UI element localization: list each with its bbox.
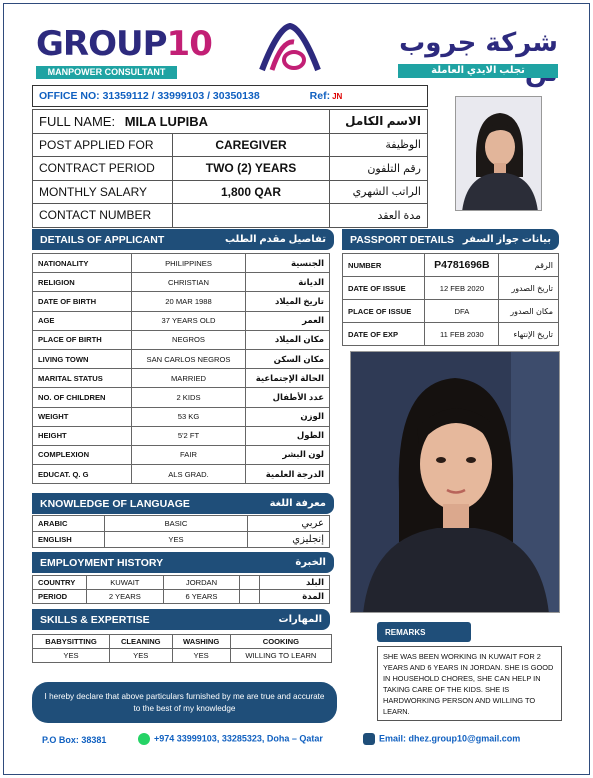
detail-label: EDUCAT. Q. G xyxy=(33,465,132,484)
details-row xyxy=(33,388,330,407)
details-row xyxy=(33,426,330,445)
detail-label: RELIGION xyxy=(33,273,132,292)
skill-value-cooking: WILLING TO LEARN xyxy=(230,649,331,663)
contract-value: TWO (2) YEARS xyxy=(173,157,330,181)
detail-label: MARITAL STATUS xyxy=(33,369,132,388)
phone-footer xyxy=(138,733,323,745)
office-numbers: OFFICE NO: 31359112 / 33999103 / 30350138 xyxy=(39,90,260,102)
detail-value: FAIR xyxy=(132,445,246,464)
declaration-banner: I hereby declare that above particulars furnished by me are true and accurate to the best of my knowledge xyxy=(32,682,337,723)
detail-label: DATE OF BIRTH xyxy=(33,292,132,311)
passport-title-arabic: بيانات جواز السفر xyxy=(462,234,551,245)
full-name-value: MILA LUPIBA xyxy=(124,113,209,129)
email-address[interactable]: Email: dhez.group10@gmail.com xyxy=(379,733,521,744)
salary-value: 1,800 QAR xyxy=(173,180,330,204)
detail-arabic: عدد الأطفال xyxy=(246,388,330,407)
skill-value-washing: YES xyxy=(172,649,230,663)
arabic-language-label: ARABIC xyxy=(33,516,105,532)
skill-header-washing: WASHING xyxy=(172,635,230,649)
skill-value-cleaning: YES xyxy=(110,649,172,663)
detail-arabic: مكان الميلاد xyxy=(246,330,330,349)
passport-title: PASSPORT DETAILS xyxy=(350,233,455,246)
post-label: POST APPLIED FOR xyxy=(33,133,173,157)
detail-arabic: الديانة xyxy=(246,273,330,292)
expiry-arabic: تاريخ الإنتهاء xyxy=(499,323,559,346)
country-label: COUNTRY xyxy=(33,576,87,590)
contact-arabic: مدة العقد xyxy=(330,204,428,228)
country-arabic: البلد xyxy=(260,576,330,590)
full-name-label: FULL NAME: xyxy=(39,113,116,129)
details-title: DETAILS OF APPLICANT xyxy=(40,233,165,246)
whatsapp-icon xyxy=(138,733,150,745)
issue-place-arabic: مكان الصدور xyxy=(499,300,559,323)
skill-header-cooking: COOKING xyxy=(230,635,331,649)
phone-numbers: +974 33999103, 33285323, Doha – Qatar xyxy=(154,733,323,744)
detail-value: MARRIED xyxy=(132,369,246,388)
details-table xyxy=(32,253,330,484)
skills-title-arabic: المهارات xyxy=(278,614,322,625)
arabic-logo: شركة جروب xyxy=(399,28,558,58)
applicant-photo-large xyxy=(350,351,560,613)
contact-value xyxy=(173,204,330,228)
detail-arabic: لون البشر xyxy=(246,445,330,464)
company-logo: GROUP10 xyxy=(36,24,212,64)
ref-value: JN xyxy=(332,91,343,101)
english-language-label: ENGLISH xyxy=(33,532,105,548)
detail-arabic: مكان السكن xyxy=(246,349,330,368)
details-row xyxy=(33,273,330,292)
period-2: 6 YEARS xyxy=(163,590,240,604)
skill-header-babysitting: BABYSITTING xyxy=(33,635,110,649)
remarks-header: REMARKS xyxy=(377,622,471,642)
logo-subtitle: MANPOWER CONSULTANT xyxy=(36,66,177,79)
detail-value: 37 YEARS OLD xyxy=(132,311,246,330)
mail-icon xyxy=(363,733,375,745)
detail-value: PHILIPPINES xyxy=(132,254,246,273)
contract-label: CONTRACT PERIOD xyxy=(33,157,173,181)
applicant-photo-small xyxy=(455,96,542,211)
details-section-header xyxy=(32,229,334,250)
passport-number-label: NUMBER xyxy=(343,254,425,277)
country-2: JORDAN xyxy=(163,576,240,590)
detail-label: NO. OF CHILDREN xyxy=(33,388,132,407)
passport-number-arabic: الرقم xyxy=(499,254,559,277)
arabic-logo-subtitle: تجلب الايدي العاملة xyxy=(398,64,558,78)
portrait-image-large xyxy=(351,352,560,613)
detail-label: LIVING TOWN xyxy=(33,349,132,368)
period-3 xyxy=(240,590,260,604)
passport-section-header xyxy=(342,229,559,250)
detail-value: SAN CARLOS NEGROS xyxy=(132,349,246,368)
arabic-language-arabic: عربي xyxy=(248,516,330,532)
issue-place-value: DFA xyxy=(425,300,499,323)
english-language-value: YES xyxy=(105,532,248,548)
detail-value: 5'2 FT xyxy=(132,426,246,445)
details-row xyxy=(33,311,330,330)
detail-label: COMPLEXION xyxy=(33,445,132,464)
detail-value: CHRISTIAN xyxy=(132,273,246,292)
issue-date-arabic: تاريخ الصدور xyxy=(499,277,559,300)
arabic-language-value: BASIC xyxy=(105,516,248,532)
period-arabic: المدة xyxy=(260,590,330,604)
employment-title: EMPLOYMENT HISTORY xyxy=(40,556,164,569)
salary-arabic: الراتب الشهري xyxy=(330,180,428,204)
skill-header-cleaning: CLEANING xyxy=(110,635,172,649)
post-value: CAREGIVER xyxy=(173,133,330,157)
detail-arabic: العمر xyxy=(246,311,330,330)
issue-place-label: PLACE OF ISSUE xyxy=(343,300,425,323)
skills-title: SKILLS & EXPERTISE xyxy=(40,613,150,626)
ref-label: Ref: xyxy=(309,90,331,102)
language-table xyxy=(32,515,330,548)
details-row xyxy=(33,349,330,368)
issue-date-value: 12 FEB 2020 xyxy=(425,277,499,300)
employment-section-header xyxy=(32,552,334,573)
main-info-table xyxy=(32,109,428,228)
issue-date-label: DATE OF ISSUE xyxy=(343,277,425,300)
emblem-icon xyxy=(258,22,322,76)
skills-table xyxy=(32,634,332,663)
skill-value-babysitting: YES xyxy=(33,649,110,663)
detail-arabic: الجنسية xyxy=(246,254,330,273)
language-title-arabic: معرفة اللغة xyxy=(269,498,326,509)
remarks-text: SHE WAS BEEN WORKING IN KUWAIT FOR 2 YEARS AND 6 YEARS IN JORDAN. SHE IS GOOD IN HOUSEHOLD CHORES, SHE CAN HELP IN TAKING CARE OF THE KIDS. SHE IS HARDWORKING PERSON AND WILLING TO LEARN. xyxy=(377,646,562,721)
detail-arabic: الحالة الإجتماعية xyxy=(246,369,330,388)
contact-label: CONTACT NUMBER xyxy=(33,204,173,228)
post-arabic: الوظيفة xyxy=(330,133,428,157)
language-section-header xyxy=(32,493,334,514)
salary-label: MONTHLY SALARY xyxy=(33,180,173,204)
passport-table xyxy=(342,253,559,346)
detail-value: 20 MAR 1988 xyxy=(132,292,246,311)
email-footer[interactable] xyxy=(363,733,520,745)
period-1: 2 YEARS xyxy=(87,590,164,604)
period-label: PERIOD xyxy=(33,590,87,604)
detail-label: AGE xyxy=(33,311,132,330)
country-1: KUWAIT xyxy=(87,576,164,590)
details-row xyxy=(33,330,330,349)
detail-arabic: الوزن xyxy=(246,407,330,426)
skills-section-header xyxy=(32,609,330,630)
details-row xyxy=(33,445,330,464)
detail-arabic: الدرجة العلمية xyxy=(246,465,330,484)
details-title-arabic: تفاصيل مقدم الطلب xyxy=(224,234,326,245)
details-row xyxy=(33,465,330,484)
expiry-label: DATE OF EXP xyxy=(343,323,425,346)
detail-value: 2 KIDS xyxy=(132,388,246,407)
details-row xyxy=(33,369,330,388)
detail-label: NATIONALITY xyxy=(33,254,132,273)
detail-value: ALS GRAD. xyxy=(132,465,246,484)
employment-table xyxy=(32,575,330,604)
portrait-image xyxy=(456,97,542,211)
detail-value: NEGROS xyxy=(132,330,246,349)
detail-label: WEIGHT xyxy=(33,407,132,426)
details-row xyxy=(33,292,330,311)
full-name-cell xyxy=(33,110,330,134)
po-box: P.O Box: 38381 xyxy=(42,735,107,745)
expiry-value: 11 FEB 2030 xyxy=(425,323,499,346)
detail-label: HEIGHT xyxy=(33,426,132,445)
contract-arabic: رقم التلفون xyxy=(330,157,428,181)
full-name-arabic: الاسم الكامل xyxy=(330,110,428,134)
language-title: KNOWLEDGE OF LANGUAGE xyxy=(40,497,190,510)
employment-title-arabic: الخبرة xyxy=(295,557,326,568)
detail-arabic: تاريخ الميلاد xyxy=(246,292,330,311)
office-numbers-box xyxy=(32,85,428,107)
details-row xyxy=(33,407,330,426)
passport-number-value: P4781696B xyxy=(425,254,499,277)
detail-label: PLACE OF BIRTH xyxy=(33,330,132,349)
detail-value: 53 KG xyxy=(132,407,246,426)
details-row xyxy=(33,254,330,273)
detail-arabic: الطول xyxy=(246,426,330,445)
country-3 xyxy=(240,576,260,590)
english-language-arabic: إنجليزي xyxy=(248,532,330,548)
